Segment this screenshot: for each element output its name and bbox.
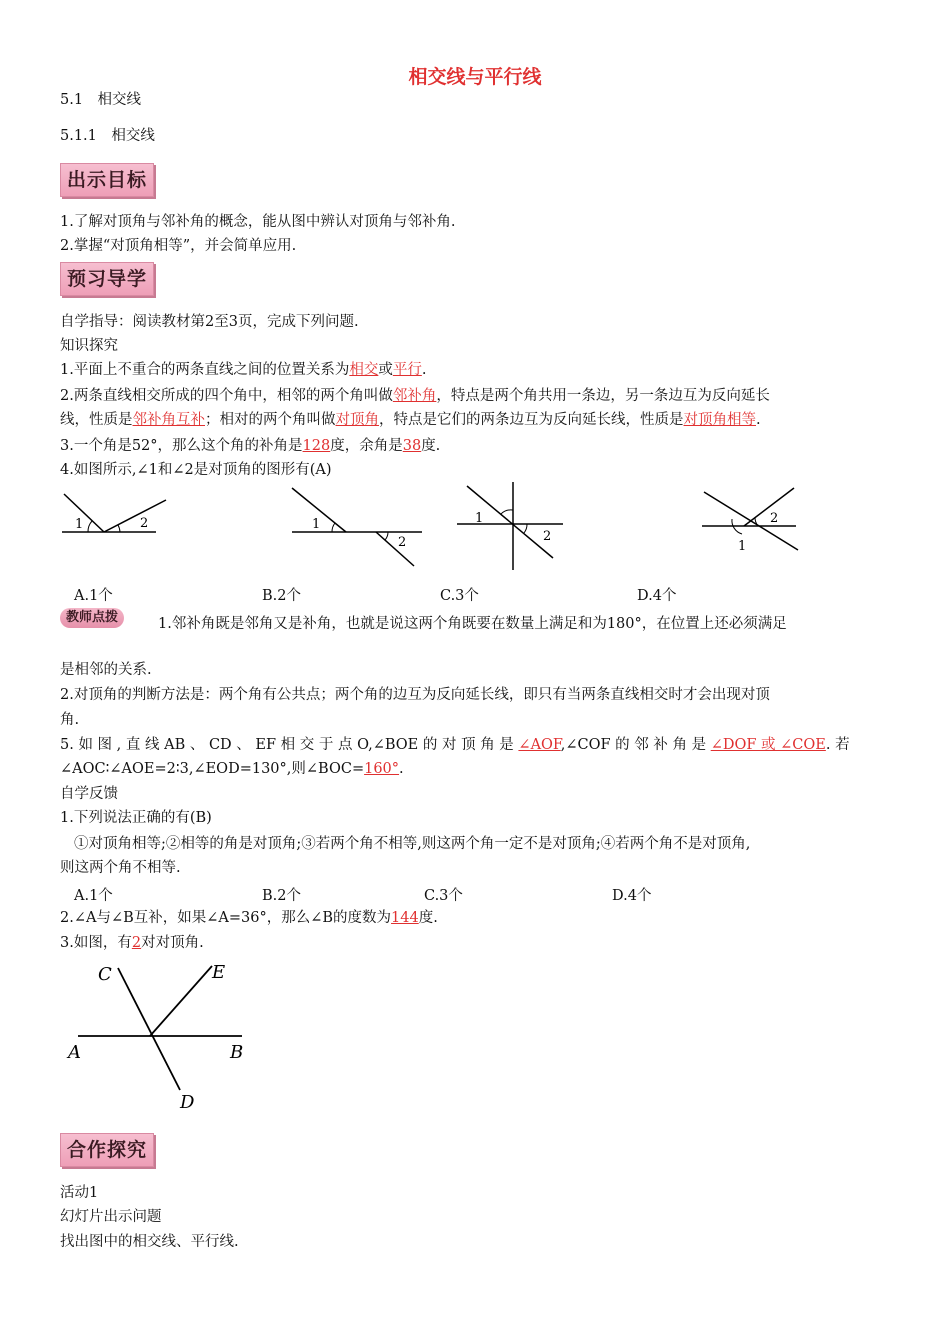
angle-label: 1 [75, 517, 84, 532]
preview-question-1: 1.平面上不重合的两条直线之间的位置关系为相交或平行. [60, 362, 427, 378]
subsection-heading: 5.1.1 相交线 [60, 128, 155, 144]
fb-q1-option-c: C.3个 [424, 888, 463, 904]
teacher-tip-2-cont: 角. [60, 712, 80, 728]
angle-label: 2 [398, 535, 407, 550]
goal-1: 1.了解对顶角与邻补角的概念，能从图中辨认对顶角与邻补角. [60, 214, 456, 230]
feedback-question-1-statements-cont: 则这两个角不相等. [60, 860, 181, 876]
fb-q1-option-b: B.2个 [262, 888, 301, 904]
activity-heading: 活动1 [60, 1185, 99, 1201]
angle-label: 1 [475, 511, 484, 526]
answer: ∠AOF [518, 737, 561, 753]
figure-option-d [700, 486, 800, 552]
point-label-e: E [212, 962, 226, 983]
point-label-a: A [68, 1042, 81, 1063]
q4-option-b: B.2个 [262, 588, 301, 604]
self-study-guide: 自学指导：阅读教材第2至3页，完成下列问题. [60, 314, 359, 330]
answer: 邻补角 [392, 388, 437, 404]
teacher-tip-2: 2.对顶角的判断方法是：两个角有公共点；两个角的边互为反向延长线，即只有当两条直线相交时才会出现对顶 [60, 687, 770, 703]
slide-prompt: 幻灯片出示问题 [60, 1209, 162, 1225]
q4-option-a: A.1个 [74, 588, 113, 604]
figure-option-b [290, 484, 430, 570]
feedback-question-1-statements: ①对顶角相等;②相等的角是对顶角;③若两个角不相等,则这两个角一定不是对顶角;④若两个角不是对顶角, [74, 836, 751, 852]
angle-label: 2 [543, 529, 552, 544]
knowledge-heading: 知识探究 [60, 338, 118, 354]
answer: ∠DOF 或 ∠COE [710, 737, 826, 753]
intersecting-lines-figure [62, 958, 262, 1114]
feedback-question-3: 3.如图，有2对对顶角. [60, 935, 204, 951]
goals-banner: 出示目标 [60, 163, 154, 197]
preview-question-2-line-2: 线，性质是邻补角互补；相对的两个角叫做对顶角，特点是它们的两条边互为反向延长线，性质是对顶角相等. [60, 412, 761, 428]
answer: 144 [391, 910, 419, 926]
teacher-tip-1: 1.邻补角既是邻角又是补角，也就是说这两个角既要在数量上满足和为180°，在位置上还必须满足 [158, 616, 787, 632]
q4-option-c: C.3个 [440, 588, 479, 604]
feedback-question-1: 1.下列说法正确的有(B) [60, 810, 212, 826]
preview-question-4: 4.如图所示,∠1和∠2是对顶角的图形有(A) [60, 462, 332, 478]
answer: 平行 [392, 362, 422, 378]
answer: 对顶角相等 [683, 412, 756, 428]
preview-question-3: 3.一个角是52°，那么这个角的补角是128度，余角是38度. [60, 438, 441, 454]
goal-2: 2.掌握“对顶角相等”，并会简单应用. [60, 238, 297, 254]
answer: 160° [364, 761, 400, 777]
page-title: 相交线与平行线 [408, 66, 542, 88]
figure-option-c [455, 480, 570, 572]
answer: 2 [131, 935, 142, 951]
answer: 对顶角 [335, 412, 379, 428]
coop-banner: 合作探究 [60, 1133, 154, 1167]
point-label-d: D [180, 1092, 195, 1113]
feedback-heading: 自学反馈 [60, 786, 118, 802]
angle-label: 1 [312, 517, 321, 532]
teacher-tip-1-cont: 是相邻的关系. [60, 662, 152, 678]
angle-label: 2 [140, 516, 149, 531]
preview-question-2-line-1: 2.两条直线相交所成的四个角中，相邻的两个角叫做邻补角，特点是两个角共用一条边，另一条边互为反向延长 [60, 388, 770, 404]
answer: 相交 [349, 362, 379, 378]
question-5-line-2: ∠AOC∶∠AOE=2∶3,∠EOD=130°,则∠BOC=160°. [60, 761, 404, 777]
teacher-tips-badge: 教师点拨 [60, 608, 124, 628]
point-label-b: B [230, 1042, 244, 1063]
question-5-line-1: 5. 如 图 , 直 线 AB 、 CD 、 EF 相 交 于 点 O,∠BOE 的 对 顶 角 是 ∠AOF,∠COF 的 邻 补 角 是 ∠DOF 或 ∠COE. 若 [60, 737, 850, 753]
preview-banner: 预习导学 [60, 262, 154, 296]
figure-option-a [60, 484, 170, 544]
answer: 邻补角互补 [132, 412, 205, 428]
answer: 128 [302, 438, 331, 454]
activity-task: 找出图中的相交线、平行线. [60, 1234, 239, 1250]
angle-label: 1 [738, 539, 747, 552]
feedback-question-2: 2.∠A与∠B互补，如果∠A=36°，那么∠B的度数为144度. [60, 910, 438, 926]
fb-q1-option-a: A.1个 [74, 888, 113, 904]
answer: 38 [402, 438, 422, 454]
angle-label: 2 [770, 511, 779, 526]
section-heading: 5.1 相交线 [60, 92, 142, 108]
point-label-c: C [98, 964, 112, 985]
fb-q1-option-d: D.4个 [612, 888, 652, 904]
q4-option-d: D.4个 [637, 588, 677, 604]
